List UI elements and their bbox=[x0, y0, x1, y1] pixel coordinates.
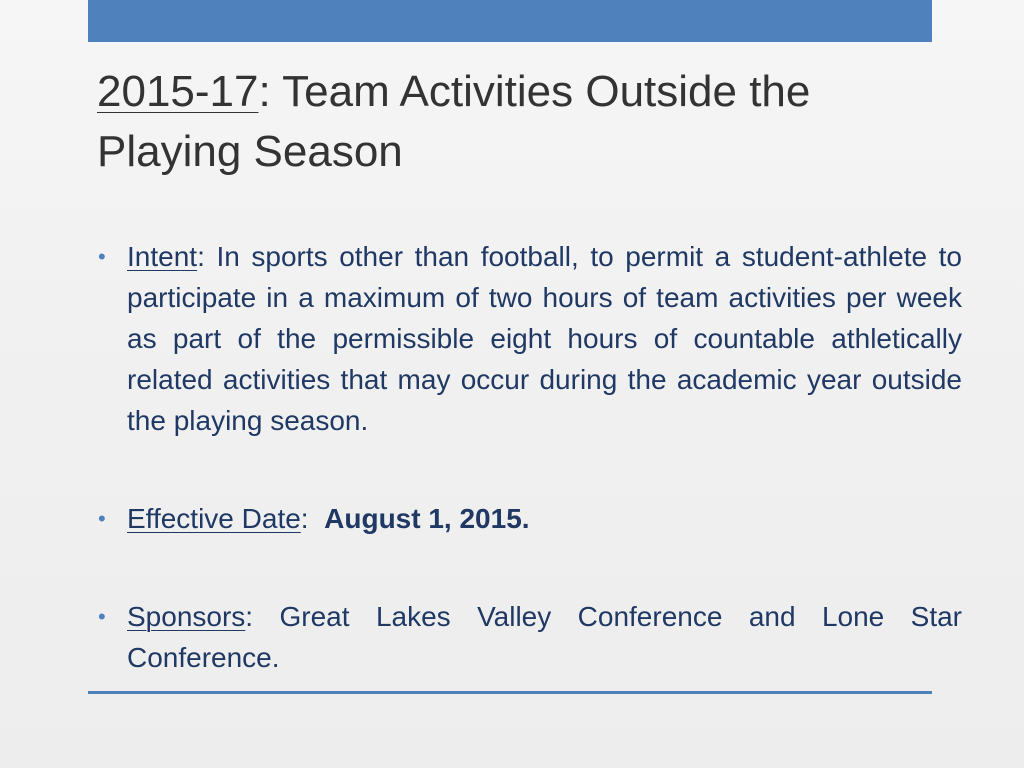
effective-date-separator: : bbox=[300, 503, 325, 534]
bottom-divider bbox=[88, 691, 932, 694]
bullet-intent bbox=[98, 236, 962, 441]
title-text: : Team Activities Outside the Playing Season bbox=[97, 67, 811, 176]
title-year: 2015-17 bbox=[97, 67, 259, 116]
effective-date-value: August 1, 2015. bbox=[324, 503, 530, 534]
sponsors-term: Sponsors bbox=[127, 601, 246, 632]
bullet-dot-icon: • bbox=[98, 244, 106, 269]
intent-text: In sports other than football, to permit a student-athlete to participate in a maximum of two hours of team activities per week as part of the permissible eight hours of countable athletically related activities that may occur during the academic year outside the playing season. bbox=[127, 241, 963, 436]
intent-term: Intent bbox=[127, 241, 198, 272]
sponsors-text: Great Lakes Valley Conference and Lone Star Conference. bbox=[127, 601, 963, 673]
slide-title bbox=[97, 62, 957, 182]
sponsors-separator: : bbox=[245, 601, 280, 632]
bullet-dot-icon: • bbox=[98, 506, 106, 531]
bullet-sponsors bbox=[98, 596, 962, 678]
bullet-list bbox=[98, 236, 962, 678]
intent-separator: : bbox=[197, 241, 217, 272]
top-accent-bar bbox=[88, 0, 932, 42]
bullet-effective-date bbox=[98, 498, 962, 539]
effective-date-term: Effective Date bbox=[127, 503, 301, 534]
bullet-dot-icon: • bbox=[98, 604, 106, 629]
